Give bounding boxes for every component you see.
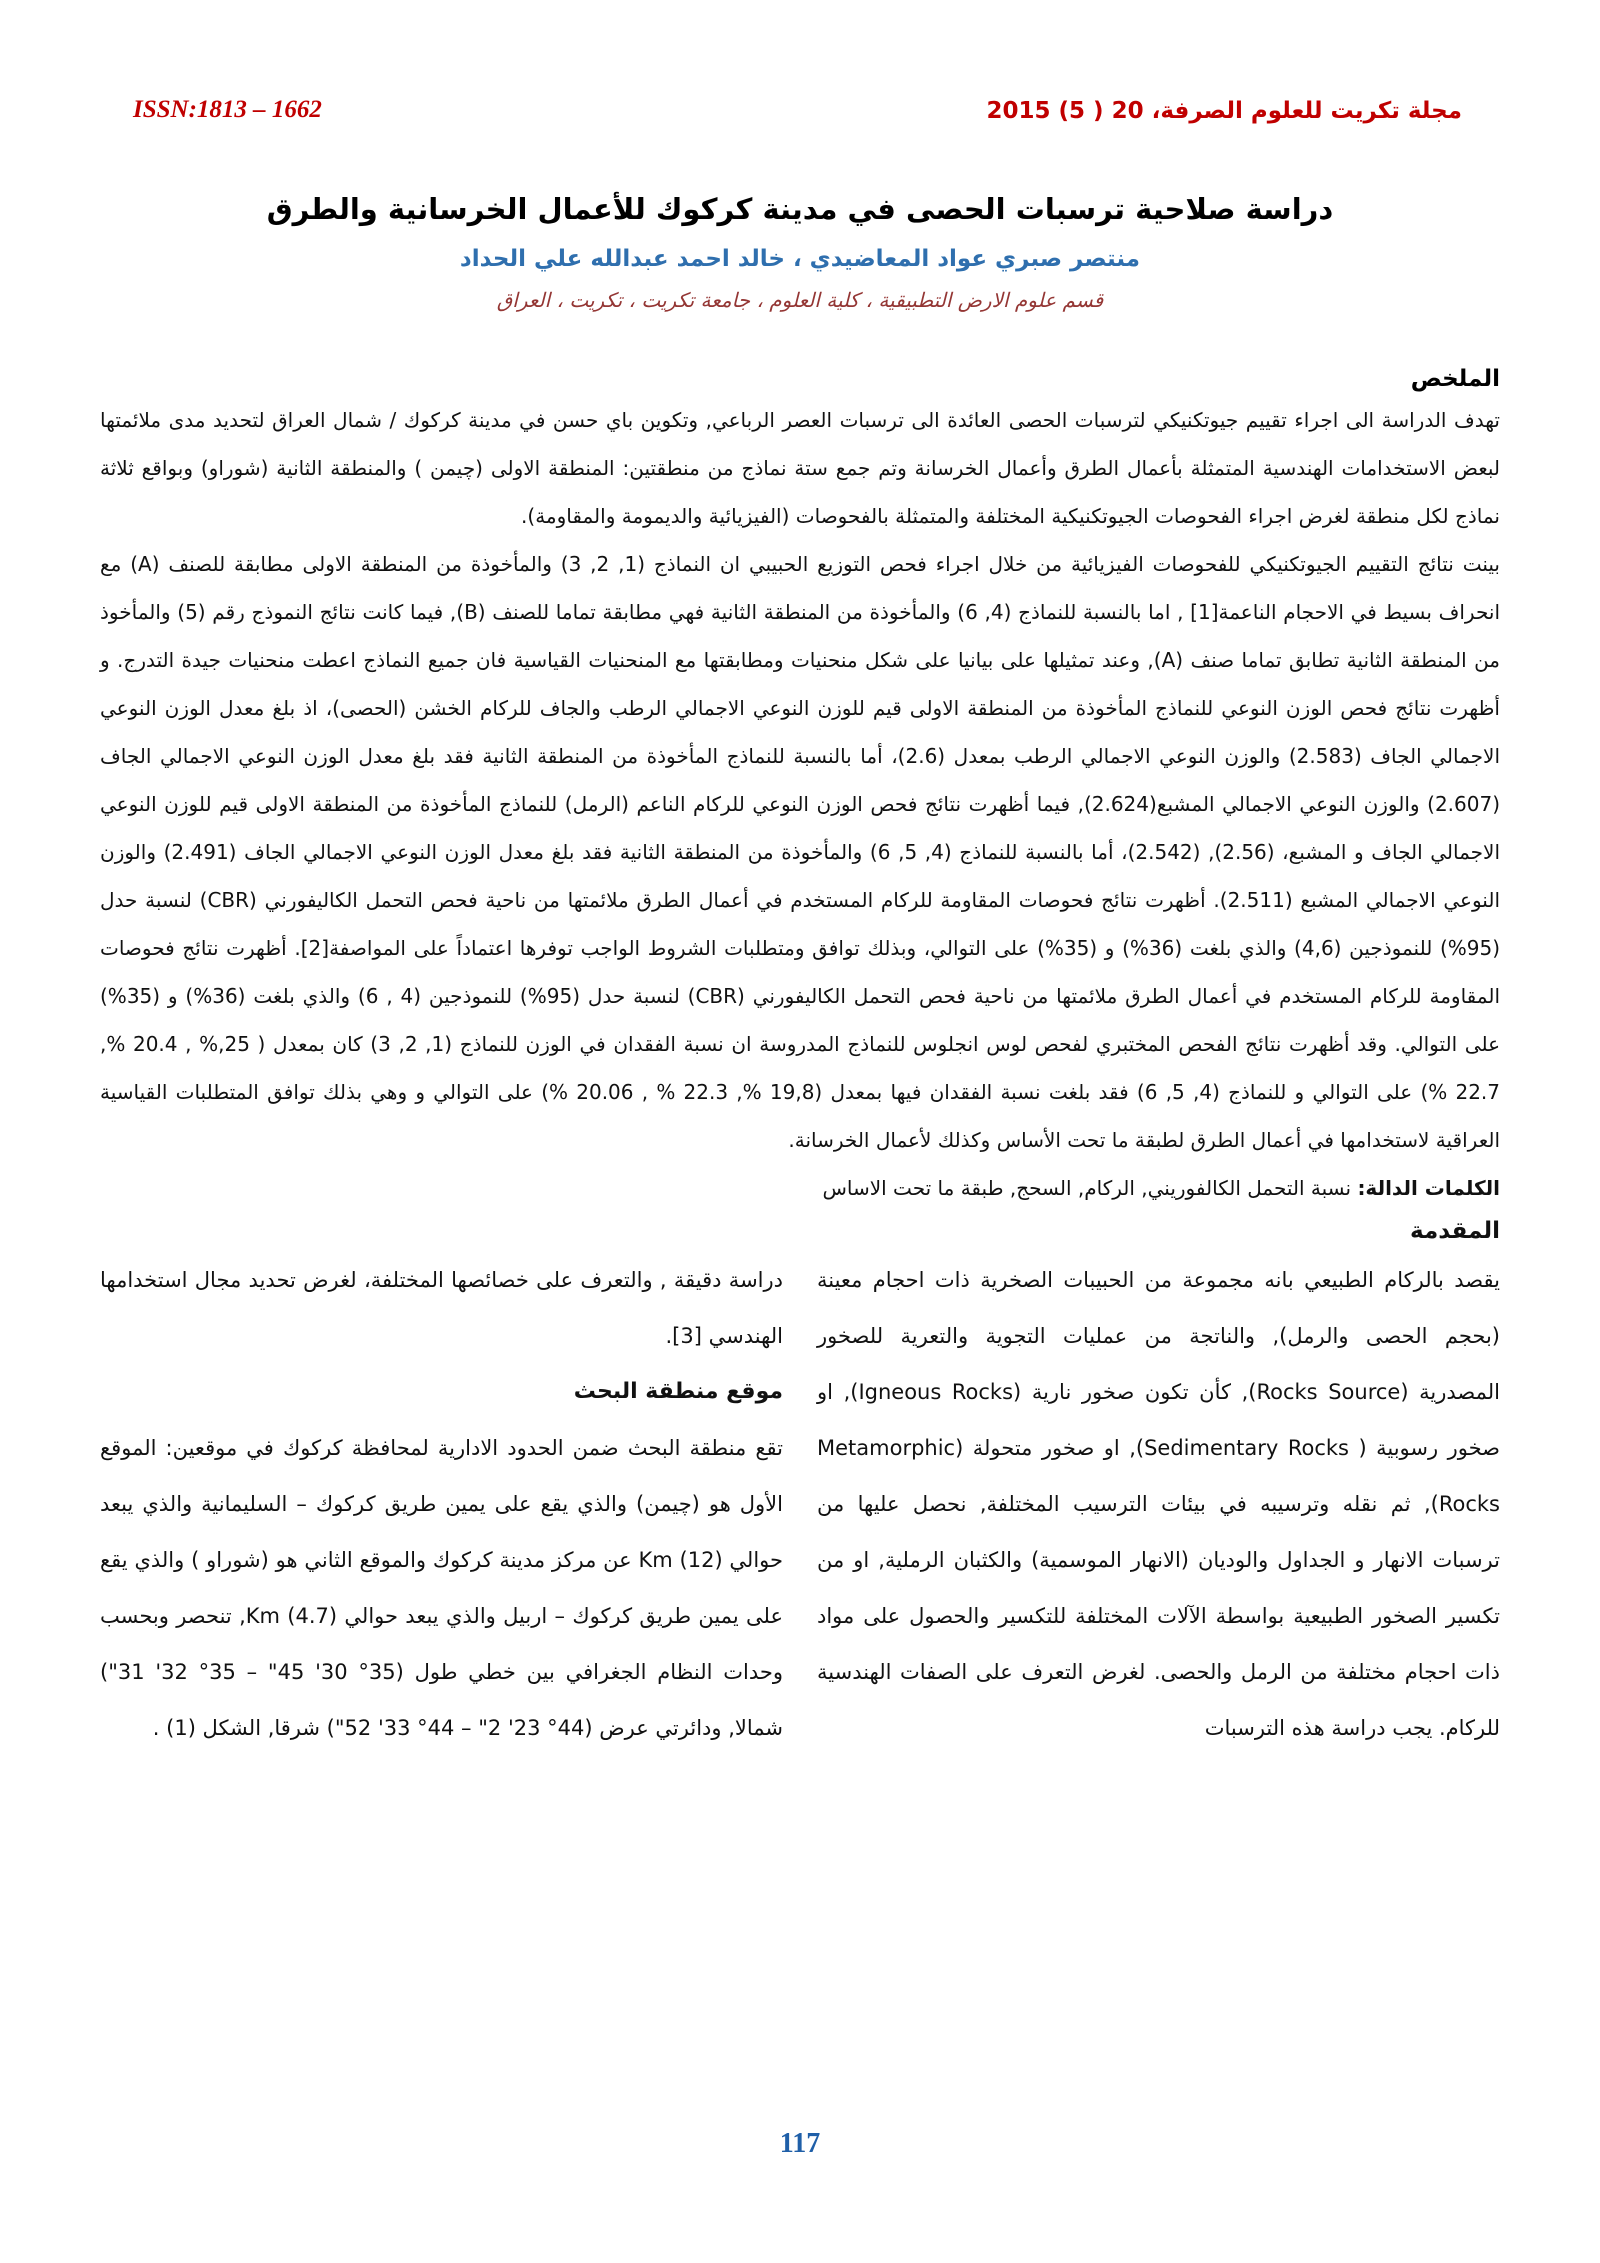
intro-column-right	[817, 1252, 1500, 1756]
location-heading: موقع منطقة البحث	[573, 1379, 783, 1404]
authors-line: منتصر صبري عواد المعاضيدي ، خالد احمد عبدالله علي الحداد	[459, 246, 1141, 272]
introduction-heading: المقدمة	[1410, 1218, 1500, 1244]
affiliation-line: قسم علوم الارض التطبيقية ، كلية العلوم ، جامعة تكريت ، تكريت ، العراق	[496, 288, 1104, 312]
page-number: 117	[779, 2128, 821, 2159]
introduction-columns	[100, 1252, 1500, 1756]
abstract-section	[100, 366, 1500, 1212]
keywords-line	[100, 1164, 1500, 1212]
intro-left-paragraph: دراسة دقيقة , والتعرف على خصائصها المختلفة، لغرض تحديد مجال استخدامها الهندسي [3].	[100, 1268, 783, 1348]
paper-title: دراسة صلاحية ترسبات الحصى في مدينة كركوك للأعمال الخرسانية والطرق	[266, 192, 1334, 226]
keywords-text: نسبة التحمل الكالفوريني, الركام, السحج, طبقة ما تحت الاساس	[822, 1176, 1358, 1200]
abstract-paragraph-1: تهدف الدراسة الى اجراء تقييم جيوتكنيكي لترسبات الحصى العائدة الى ترسبات العصر الرباعي, وتكوين باي حسن في مدينة كركوك / شمال العراق لتحديد مدى ملائمتها لبعض الاستخدامات الهندسية المتمثلة بأعمال الطرق وأعمال الخرسانة وتم جمع ستة نماذج من منطقتين: المنطقة الاولى (چيمن ) والمنطقة الثانية (شوراو) وبواقع ثلاثة نماذج لكل منطقة لغرض اجراء الفحوصات الجيوتكنيكية المختلفة والمتمثلة بالفحوصات (الفيزيائية والديمومة والمقاومة).	[100, 408, 1500, 528]
keywords-label: الكلمات الدالة:	[1357, 1176, 1500, 1200]
abstract-paragraph-2: بينت نتائج التقييم الجيوتكنيكي للفحوصات الفيزيائية من خلال اجراء فحص التوزيع الحبيبي ان النماذج (1, 2, 3) والمأخوذة من المنطقة الاولى مطابقة للصنف (A) مع انحراف بسيط في الاحجام الناعمة[1] , اما بالنسبة للنماذج (4, 6) والمأخوذة من المنطقة الثانية فهي مطابقة تماما للصنف (B), فيما كانت نتائج النموذج رقم (5) والمأخوذ من المنطقة الثانية تطابق تماما صنف (A), وعند تمثيلها على بيانيا على شكل منحنيات ومطابقتها مع المنحنيات القياسية فان جميع النماذج اعطت منحنيات جيدة التدرج. و أظهرت نتائج فحص الوزن النوعي للنماذج المأخوذة من المنطقة الاولى قيم للوزن النوعي الاجمالي الرطب والجاف للركام الخشن (الحصى)، اذ بلغ معدل الوزن النوعي الاجمالي الجاف (2.583) والوزن النوعي الاجمالي الرطب بمعدل (2.6)، أما بالنسبة للنماذج المأخوذة من المنطقة الثانية فقد بلغ معدل الوزن النوعي الاجمالي الجاف (2.607) والوزن النوعي الاجمالي المشبع(2.624), فيما أظهرت نتائج فحص الوزن النوعي للركام الناعم (الرمل) للنماذج المأخوذة من المنطقة الاولى قيم للوزن النوعي الاجمالي الجاف و المشبع، (2.56), (2.542)، أما بالنسبة للنماذج (4, 5, 6) والمأخوذة من المنطقة الثانية فقد بلغ معدل الوزن النوعي الاجمالي الجاف (2.491) والوزن النوعي الاجمالي المشبع (2.511). أظهرت نتائج فحوصات المقاومة للركام المستخدم في أعمال الطرق ملائمتها من ناحية فحص التحمل الكاليفورني (CBR) لنسبة حدل (95%) للنموذجين (4,6) والذي بلغت (36%) و (35%) على التوالي، وبذلك توافق ومتطلبات الشروط الواجب توفرها اعتماداً على المواصفة[2]. أظهرت نتائج فحوصات المقاومة للركام المستخدم في أعمال الطرق ملائمتها من ناحية فحص التحمل الكاليفورني (CBR) لنسبة حدل (95%) للنموذجين (4 , 6) والذي بلغت (36%) و (35%) على التوالي. وقد أظهرت نتائج الفحص المختبري لفحص لوس انجلوس للنماذج المدروسة ان نسبة الفقدان في الوزن للنماذج (1, 2, 3) كان بمعدل ( 25,% , 20.4 %, 22.7 %) على التوالي و للنماذج (4, 5, 6) فقد بلغت نسبة الفقدان فيها بمعدل (19,8 %, 22.3 % , 20.06 %) على التوالي و وهي بذلك توافق المتطلبات القياسية العراقية لاستخدامها في أعمال الطرق لطبقة ما تحت الأساس وكذلك لأعمال الخرسانة.	[100, 552, 1501, 1152]
intro-right-paragraph: يقصد بالركام الطبيعي بانه مجموعة من الحبيبات الصخرية ذات احجام معينة (بحجم الحصى والرمل), والناتجة من عمليات التجوية والتعرية للصخور المصدرية (Rocks Source), كأن تكون صخور نارية (Igneous Rocks), او صخور رسوبية ( Sedimentary Rocks), او صخور متحولة (Metamorphic Rocks), ثم نقله وترسيبه في بيئات الترسيب المختلفة, نحصل عليها من ترسبات الانهار و الجداول والوديان (الانهار الموسمية) والكثبان الرملية, او من تكسير الصخور الطبيعية بواسطة الآلات المختلفة للتكسير والحصول على مواد ذات احجام مختلفة من الرمل والحصى. لغرض التعرف على الصفات الهندسية للركام. يجب دراسة هذه الترسبات	[817, 1268, 1500, 1740]
location-paragraph: تقع منطقة البحث ضمن الحدود الادارية لمحافظة كركوك في موقعين: الموقع الأول هو (چيمن) والذي يقع على يمين طريق كركوك – السليمانية والذي يبعد حوالي (12) Km عن مركز مدينة كركوك والموقع الثاني هو (شوراو ) والذي يقع على يمين طريق كركوك – اربيل والذي يبعد حوالي (4.7) Km, تنحصر وبحسب وحدات النظام الجغرافي بين خطي طول (35° 30' 45" – 35° 32' 31") شمالا, ودائرتي عرض (44° 23' 2" – 44° 33' 52") شرقا, الشكل (1) .	[100, 1436, 783, 1740]
issn-label: ISSN:1813 – 1662	[133, 96, 322, 123]
intro-column-left	[100, 1252, 783, 1756]
abstract-heading: الملخص	[1410, 366, 1500, 392]
journal-header	[133, 96, 1462, 124]
journal-title: مجلة تكريت للعلوم الصرفة، 20 ( 5) 2015	[986, 98, 1462, 124]
